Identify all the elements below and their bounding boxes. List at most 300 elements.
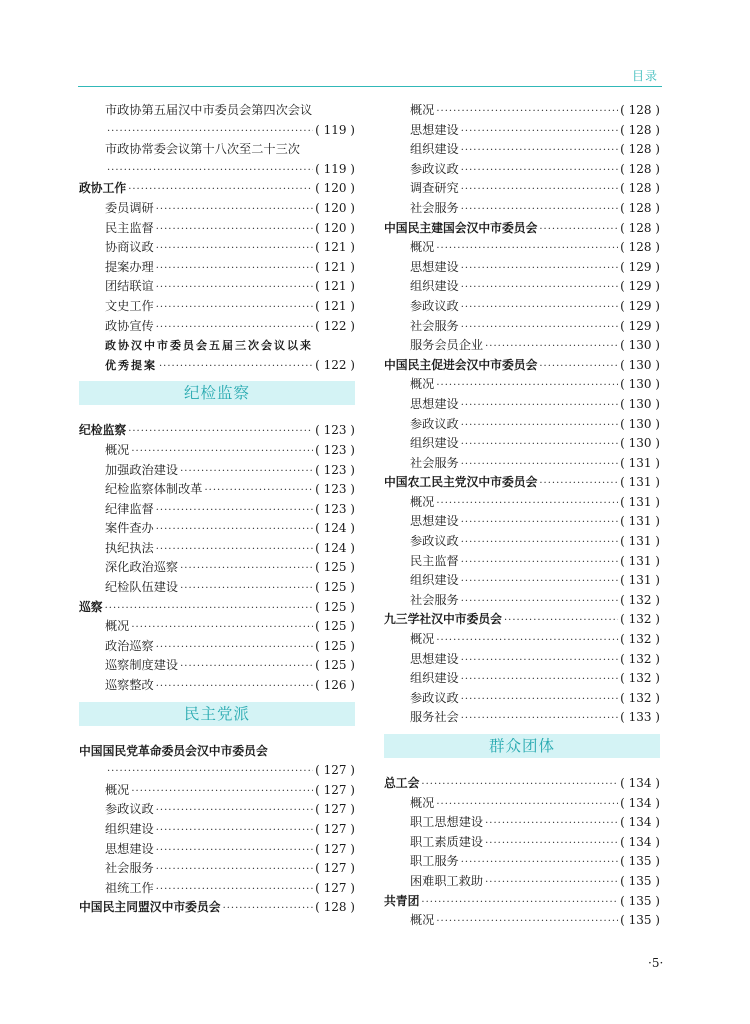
toc-group <box>79 421 355 695</box>
toc-entry-title: 思想建设 <box>410 122 459 137</box>
toc-entry-title: 组织建设 <box>410 279 459 294</box>
toc-entry[interactable] <box>79 898 355 918</box>
toc-entry[interactable] <box>384 375 660 395</box>
toc-entry-page: ( 127 ) <box>315 880 355 895</box>
toc-entry-title: 社会服务 <box>410 200 459 215</box>
leader-dots <box>436 494 618 514</box>
leader-dots <box>461 533 618 553</box>
toc-entry[interactable] <box>79 179 355 199</box>
toc-entry-title: 概况 <box>410 103 435 117</box>
leader-dots <box>205 481 314 501</box>
leader-dots <box>436 912 618 932</box>
toc-entry[interactable] <box>79 336 355 356</box>
toc-entry[interactable] <box>384 552 660 572</box>
toc-entry-title: 总工会 <box>384 776 420 790</box>
toc-entry-page: ( 134 ) <box>620 795 660 810</box>
toc-entry-page: ( 131 ) <box>620 553 660 568</box>
toc-entry-page: ( 123 ) <box>315 482 355 497</box>
toc-entry-page: ( 128 ) <box>620 122 660 137</box>
toc-entry-page: ( 134 ) <box>620 776 660 790</box>
toc-entry-title: 加强政治建设 <box>105 462 179 477</box>
toc-entry-title: 职工思想建设 <box>410 815 484 830</box>
toc-entry[interactable] <box>79 356 355 376</box>
leader-dots <box>156 841 313 861</box>
leader-dots <box>485 814 618 834</box>
toc-entry-page: ( 127 ) <box>315 822 355 836</box>
toc-entry[interactable] <box>79 617 355 637</box>
toc-entry[interactable] <box>79 578 355 598</box>
toc-entry[interactable] <box>79 859 355 879</box>
toc-entry-page: ( 128 ) <box>620 200 660 215</box>
toc-entry[interactable] <box>384 610 660 630</box>
page-number: ·5· <box>648 956 664 970</box>
leader-dots <box>436 795 618 815</box>
toc-entry[interactable] <box>79 761 355 781</box>
toc-entry[interactable] <box>79 277 355 297</box>
leader-dots <box>485 834 618 854</box>
toc-entry-title: 委员调研 <box>105 200 154 215</box>
toc-entry-title: 社会服务 <box>410 318 459 333</box>
section-heading: 民主党派 <box>79 702 355 726</box>
leader-dots <box>107 762 313 782</box>
toc-entry-page: ( 130 ) <box>620 436 660 451</box>
leader-dots <box>461 435 618 455</box>
toc-entry-page: ( 134 ) <box>620 834 660 849</box>
toc-entry[interactable] <box>79 637 355 657</box>
leader-dots <box>156 821 313 841</box>
toc-entry-page: ( 128 ) <box>620 103 660 117</box>
toc-entry-title: 优秀提案 <box>105 358 157 372</box>
leader-dots <box>156 200 313 220</box>
leader-dots <box>107 161 313 181</box>
toc-entry-page: ( 125 ) <box>315 658 355 673</box>
toc-entry[interactable] <box>384 532 660 552</box>
toc-entry[interactable] <box>384 708 660 728</box>
toc-entry-title: 民主监督 <box>410 553 459 568</box>
toc-entry-title: 市政协第五届汉中市委员会第四次会议 <box>105 103 313 117</box>
toc-group <box>79 742 355 918</box>
leader-dots <box>539 474 618 494</box>
leader-dots <box>156 239 313 259</box>
toc-entry-title: 协商议政 <box>105 240 154 255</box>
toc-entry-page: ( 131 ) <box>620 494 660 509</box>
leader-dots <box>461 200 618 220</box>
toc-entry-page: ( 120 ) <box>315 181 355 196</box>
toc-entry-page: ( 135 ) <box>620 854 660 869</box>
toc-entry-page: ( 125 ) <box>315 560 355 575</box>
toc-entry-page: ( 132 ) <box>620 651 660 666</box>
leader-dots <box>436 239 618 259</box>
toc-entry[interactable] <box>384 872 660 892</box>
leader-dots <box>461 122 618 142</box>
toc-entry-page: ( 128 ) <box>620 142 660 157</box>
leader-dots <box>461 572 618 592</box>
toc-entry-page: ( 130 ) <box>620 377 660 392</box>
toc-entry-title: 中国国民党革命委员会汉中市委员会 <box>79 743 268 758</box>
toc-entry[interactable] <box>384 258 660 278</box>
toc-entry-title: 提案办理 <box>105 259 154 274</box>
leader-dots <box>461 690 618 710</box>
toc-entry[interactable] <box>79 656 355 676</box>
leader-dots <box>107 122 313 142</box>
toc-entry-page: ( 131 ) <box>620 475 660 490</box>
toc-entry-title: 民主监督 <box>105 220 154 235</box>
toc-entry-title: 纪检监察体制改革 <box>105 482 203 497</box>
leader-dots <box>485 337 618 357</box>
toc-entry-page: ( 125 ) <box>315 580 355 595</box>
toc-entry-title: 思想建设 <box>410 396 459 411</box>
leader-dots <box>461 455 618 475</box>
toc-entry-page: ( 123 ) <box>315 423 355 438</box>
toc-entry-title: 巡察整改 <box>105 678 154 693</box>
toc-entry[interactable] <box>384 571 660 591</box>
leader-dots <box>436 102 618 122</box>
toc-entry[interactable] <box>79 441 355 461</box>
toc-entry[interactable] <box>79 840 355 860</box>
toc-entry-title: 社会服务 <box>410 592 459 607</box>
toc-entry-title: 职工服务 <box>410 854 459 869</box>
leader-dots <box>156 259 313 279</box>
toc-entry-title: 政协宣传 <box>105 318 154 333</box>
header-rule <box>78 86 662 87</box>
toc-entry-title: 参政议政 <box>410 534 459 549</box>
leader-dots <box>461 396 618 416</box>
leader-dots <box>131 782 313 802</box>
toc-entry-page: ( 129 ) <box>620 259 660 274</box>
toc-entry-page: ( 124 ) <box>315 540 355 555</box>
toc-entry-title: 服务社会 <box>410 710 459 725</box>
toc-entry-page: ( 135 ) <box>620 893 660 908</box>
toc-entry-page: ( 124 ) <box>315 521 355 536</box>
toc-entry-title: 九三学社汉中市委员会 <box>384 612 502 627</box>
toc-entry-page: ( 127 ) <box>315 763 355 778</box>
leader-dots <box>461 592 618 612</box>
toc-entry-title: 职工素质建设 <box>410 834 484 849</box>
toc-entry[interactable] <box>79 258 355 278</box>
toc-entry-page: ( 126 ) <box>315 678 355 693</box>
toc-entry[interactable] <box>384 317 660 337</box>
leader-dots <box>156 638 313 658</box>
toc-entry[interactable] <box>384 512 660 532</box>
toc-entry-page: ( 131 ) <box>620 534 660 549</box>
toc-entry-title: 服务会员企业 <box>410 338 484 353</box>
leader-dots <box>421 775 618 795</box>
toc-entry[interactable] <box>384 650 660 670</box>
toc-entry[interactable] <box>384 833 660 853</box>
toc-entry[interactable] <box>79 539 355 559</box>
toc-entry[interactable] <box>384 689 660 709</box>
toc-entry[interactable] <box>79 781 355 801</box>
toc-entry-page: ( 132 ) <box>620 632 660 647</box>
toc-entry-title: 执纪执法 <box>105 540 154 555</box>
toc-entry[interactable] <box>384 473 660 493</box>
leader-dots <box>461 709 618 729</box>
toc-entry[interactable] <box>79 598 355 618</box>
toc-entry-page: ( 127 ) <box>315 802 355 817</box>
leader-dots <box>131 442 313 462</box>
toc-entry-title: 组织建设 <box>105 822 154 836</box>
toc-entry-title: 思想建设 <box>105 841 154 856</box>
toc-entry[interactable] <box>79 421 355 441</box>
leader-dots <box>461 318 618 338</box>
leader-dots <box>131 618 313 638</box>
toc-entry-page: ( 129 ) <box>620 298 660 313</box>
toc-entry-page: ( 128 ) <box>620 161 660 176</box>
toc-entry[interactable] <box>384 219 660 239</box>
leader-dots <box>156 520 313 540</box>
toc-entry[interactable] <box>384 852 660 872</box>
running-header: 目录 <box>632 69 659 83</box>
toc-entry-page: ( 130 ) <box>620 357 660 372</box>
leader-dots <box>461 513 618 533</box>
toc-entry-page: ( 131 ) <box>620 573 660 588</box>
leader-dots <box>156 880 313 900</box>
toc-entry-title: 共青团 <box>384 893 420 908</box>
toc-entry[interactable] <box>384 179 660 199</box>
leader-dots <box>180 579 313 599</box>
leader-dots <box>461 180 618 200</box>
toc-entry-title: 参政议政 <box>410 298 459 313</box>
toc-entry[interactable] <box>79 238 355 258</box>
toc-entry-title: 团结联谊 <box>105 279 154 294</box>
leader-dots <box>461 278 618 298</box>
toc-entry[interactable] <box>384 434 660 454</box>
leader-dots <box>461 161 618 181</box>
leader-dots <box>461 853 618 873</box>
toc-entry[interactable] <box>79 879 355 899</box>
toc-entry-page: ( 121 ) <box>315 279 355 294</box>
toc-entry-title: 概况 <box>105 782 130 797</box>
toc-entry-title: 社会服务 <box>105 861 154 876</box>
toc-entry[interactable] <box>384 277 660 297</box>
toc-entry[interactable] <box>384 121 660 141</box>
toc-entry[interactable] <box>384 911 660 931</box>
toc-entry[interactable] <box>79 160 355 180</box>
leader-dots <box>128 180 313 200</box>
toc-entry-title: 思想建设 <box>410 514 459 529</box>
toc-entry-page: ( 123 ) <box>315 462 355 477</box>
leader-dots <box>156 540 313 560</box>
toc-entry[interactable] <box>384 794 660 814</box>
toc-entry-title: 困难职工救助 <box>410 873 484 888</box>
toc-entry[interactable] <box>384 238 660 258</box>
toc-entry-page: ( 130 ) <box>620 416 660 431</box>
leader-dots <box>461 141 618 161</box>
leader-dots <box>156 677 313 697</box>
toc-entry[interactable] <box>79 676 355 696</box>
toc-entry-title: 思想建设 <box>410 651 459 666</box>
toc-entry-title: 政协汉中市委员会五届三次会议以来 <box>105 339 313 353</box>
toc-entry[interactable] <box>384 395 660 415</box>
section-heading: 纪检监察 <box>79 381 355 405</box>
toc-entry-title: 纪检监察 <box>79 423 127 438</box>
toc-entry[interactable] <box>384 774 660 794</box>
toc-entry[interactable] <box>384 630 660 650</box>
toc-entry-title: 概况 <box>105 619 130 634</box>
leader-dots <box>539 357 618 377</box>
toc-entry-title: 参政议政 <box>410 416 459 431</box>
toc-entry-page: ( 122 ) <box>315 357 355 372</box>
leader-dots <box>461 670 618 690</box>
leader-dots <box>159 357 313 377</box>
toc-entry-page: ( 125 ) <box>315 599 355 614</box>
leader-dots <box>539 220 618 240</box>
leader-dots <box>223 899 314 919</box>
leader-dots <box>461 259 618 279</box>
toc-entry-title: 概况 <box>410 494 435 509</box>
leader-dots <box>156 860 313 880</box>
toc-entry-page: ( 132 ) <box>620 671 660 686</box>
toc-entry-page: ( 129 ) <box>620 279 660 294</box>
toc-entry-title: 参政议政 <box>410 690 459 705</box>
toc-left-column <box>79 101 355 918</box>
toc-entry-title: 组织建设 <box>410 142 459 157</box>
toc-entry-title: 中国民主同盟汉中市委员会 <box>79 900 221 915</box>
toc-entry-page: ( 127 ) <box>315 782 355 797</box>
toc-entry[interactable] <box>79 199 355 219</box>
toc-entry-page: ( 127 ) <box>315 861 355 876</box>
leader-dots <box>156 298 313 318</box>
toc-entry-page: ( 122 ) <box>315 318 355 333</box>
toc-entry-page: ( 120 ) <box>315 220 355 235</box>
toc-entry[interactable] <box>79 480 355 500</box>
leader-dots <box>461 651 618 671</box>
toc-entry-title: 概况 <box>410 632 435 647</box>
toc-entry[interactable] <box>384 892 660 912</box>
toc-entry-page: ( 130 ) <box>620 396 660 411</box>
toc-entry[interactable] <box>79 558 355 578</box>
toc-entry-page: ( 132 ) <box>620 592 660 607</box>
toc-entry-title: 祖统工作 <box>105 880 154 895</box>
toc-entry[interactable] <box>79 101 355 121</box>
toc-entry-title: 概况 <box>410 377 435 392</box>
toc-entry-title: 概况 <box>105 442 130 457</box>
leader-dots <box>180 559 313 579</box>
leader-dots <box>156 801 313 821</box>
toc-entry-page: ( 132 ) <box>620 612 660 627</box>
toc-entry-title: 中国农工民主党汉中市委员会 <box>384 475 538 490</box>
toc-entry[interactable] <box>79 519 355 539</box>
toc-entry-title: 调查研究 <box>410 181 459 196</box>
toc-entry-page: ( 119 ) <box>315 122 355 137</box>
leader-dots <box>461 298 618 318</box>
leader-dots <box>180 657 313 677</box>
toc-entry-page: ( 129 ) <box>620 318 660 333</box>
leader-dots <box>156 278 313 298</box>
toc-entry-page: ( 123 ) <box>315 501 355 516</box>
leader-dots <box>461 416 618 436</box>
leader-dots <box>180 462 313 482</box>
toc-entry[interactable] <box>79 800 355 820</box>
toc-entry-page: ( 134 ) <box>620 815 660 830</box>
toc-entry-title: 参政议政 <box>410 161 459 176</box>
toc-entry[interactable] <box>79 219 355 239</box>
leader-dots <box>156 501 313 521</box>
toc-right-column <box>384 101 660 931</box>
toc-entry-page: ( 121 ) <box>315 298 355 313</box>
toc-entry-title: 深化政治巡察 <box>105 560 179 575</box>
toc-entry-page: ( 125 ) <box>315 638 355 653</box>
leader-dots <box>128 422 313 442</box>
toc-entry[interactable] <box>79 317 355 337</box>
toc-entry[interactable] <box>384 591 660 611</box>
toc-entry-title: 巡察制度建设 <box>105 658 179 673</box>
toc-entry-page: ( 125 ) <box>315 619 355 634</box>
toc-entry-page: ( 127 ) <box>315 841 355 856</box>
toc-entry-page: ( 128 ) <box>620 181 660 196</box>
toc-entry[interactable] <box>384 669 660 689</box>
toc-entry[interactable] <box>79 742 355 762</box>
toc-entry[interactable] <box>384 813 660 833</box>
toc-entry-page: ( 130 ) <box>620 338 660 353</box>
toc-entry-page: ( 123 ) <box>315 442 355 457</box>
toc-entry-title: 文史工作 <box>105 298 154 313</box>
section-heading: 群众团体 <box>384 734 660 758</box>
toc-entry-title: 思想建设 <box>410 259 459 274</box>
toc-entry[interactable] <box>79 297 355 317</box>
toc-entry[interactable] <box>384 101 660 121</box>
toc-entry-title: 组织建设 <box>410 436 459 451</box>
toc-entry[interactable] <box>384 356 660 376</box>
toc-entry[interactable] <box>384 493 660 513</box>
toc-group <box>384 101 660 728</box>
toc-entry-title: 概况 <box>410 795 435 810</box>
toc-entry-title: 概况 <box>410 913 435 928</box>
toc-entry-title: 政协工作 <box>79 181 127 196</box>
toc-entry-page: ( 119 ) <box>315 161 355 176</box>
toc-entry-page: ( 131 ) <box>620 455 660 470</box>
leader-dots <box>156 318 313 338</box>
toc-entry[interactable] <box>384 297 660 317</box>
toc-entry[interactable] <box>384 336 660 356</box>
toc-entry[interactable] <box>79 461 355 481</box>
toc-entry-title: 政治巡察 <box>105 638 154 653</box>
toc-entry[interactable] <box>79 121 355 141</box>
toc-entry-page: ( 121 ) <box>315 259 355 274</box>
leader-dots <box>485 873 618 893</box>
toc-entry-page: ( 133 ) <box>620 710 660 725</box>
toc-entry-page: ( 120 ) <box>315 200 355 215</box>
toc-entry[interactable] <box>384 454 660 474</box>
toc-entry-page: ( 132 ) <box>620 690 660 705</box>
toc-entry[interactable] <box>79 820 355 840</box>
toc-entry-title: 中国民主促进会汉中市委员会 <box>384 357 538 372</box>
toc-group <box>79 101 355 375</box>
toc-entry-page: ( 128 ) <box>620 240 660 255</box>
leader-dots <box>436 376 618 396</box>
leader-dots <box>504 611 618 631</box>
toc-entry-page: ( 121 ) <box>315 240 355 255</box>
toc-entry-title: 社会服务 <box>410 455 459 470</box>
toc-group <box>384 774 660 931</box>
toc-entry[interactable] <box>384 415 660 435</box>
toc-entry-page: ( 131 ) <box>620 514 660 529</box>
toc-entry-title: 纪检队伍建设 <box>105 580 179 595</box>
leader-dots <box>105 599 313 619</box>
toc-entry-title: 中国民主建国会汉中市委员会 <box>384 220 538 235</box>
toc-entry-title: 参政议政 <box>105 802 154 817</box>
toc-entry[interactable] <box>384 199 660 219</box>
toc-entry-page: ( 128 ) <box>315 900 355 915</box>
leader-dots <box>156 220 313 240</box>
toc-entry[interactable] <box>79 140 355 160</box>
toc-entry[interactable] <box>79 500 355 520</box>
toc-entry-title: 巡察 <box>79 599 103 614</box>
toc-entry[interactable] <box>384 160 660 180</box>
leader-dots <box>436 631 618 651</box>
toc-entry-title: 组织建设 <box>410 671 459 686</box>
toc-entry[interactable] <box>384 140 660 160</box>
